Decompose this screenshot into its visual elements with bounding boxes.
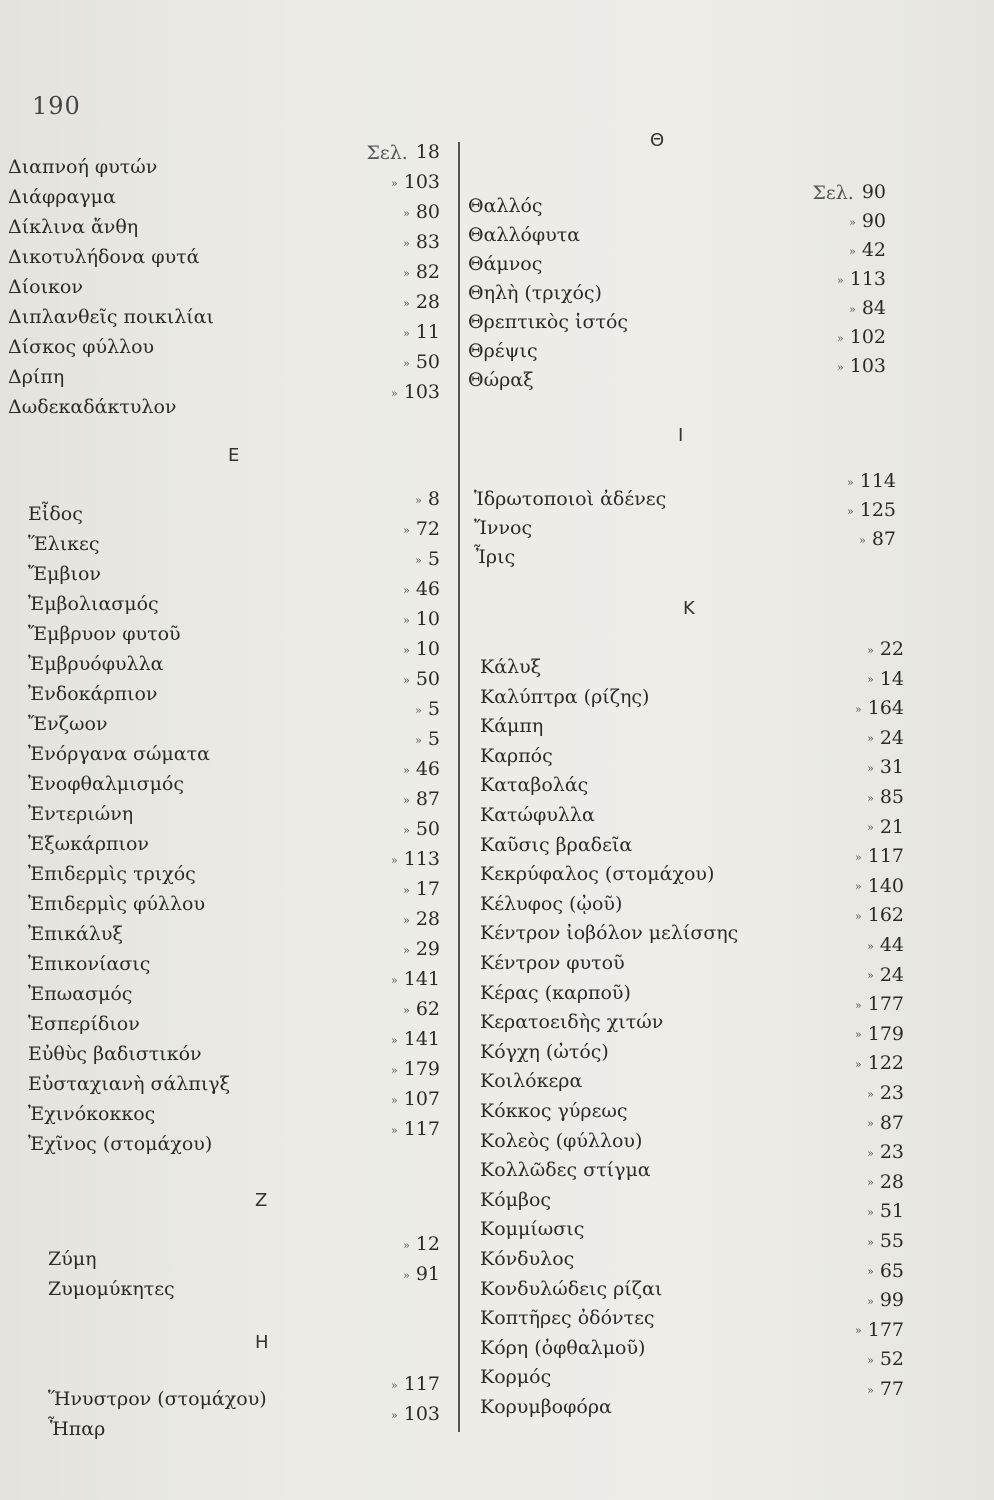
- index-entry: Θώραξ: [468, 369, 534, 391]
- page-number-value: 10: [415, 608, 440, 630]
- ditto-mark: »: [403, 356, 410, 370]
- page-reference: [867, 640, 904, 659]
- page-number: 190: [32, 92, 81, 120]
- page-reference: [415, 490, 440, 509]
- page-number-value: 114: [859, 470, 896, 492]
- ditto-mark: »: [391, 853, 398, 867]
- ditto-mark: »: [849, 215, 856, 229]
- index-entry: Ἱδρωτοποιοὶ ἀδένες: [474, 488, 667, 510]
- page-reference: [867, 963, 904, 986]
- ditto-mark: »: [855, 998, 862, 1012]
- page-reference: [403, 233, 440, 252]
- page-number-value: 107: [403, 1088, 440, 1110]
- index-entry: Ἐπικονίασις: [28, 953, 151, 975]
- index-entry: Ἥνυστρον (στομάχου): [48, 1388, 267, 1410]
- ditto-mark: »: [391, 386, 398, 400]
- page-number-value: 24: [879, 726, 904, 749]
- page-number-value: 103: [849, 355, 886, 377]
- page-reference: [847, 472, 896, 491]
- page-number-value: 5: [427, 728, 440, 750]
- index-entry: Ἐντεριώνη: [28, 803, 134, 825]
- index-entry: Κορυμβοφόρα: [480, 1396, 612, 1418]
- page-reference: [855, 1054, 904, 1073]
- page-reference: [391, 383, 440, 402]
- page-reference: [403, 580, 440, 599]
- ditto-mark: »: [855, 1324, 862, 1338]
- page-reference: [867, 1259, 904, 1282]
- ditto-mark: »: [403, 913, 410, 927]
- page-reference: [867, 788, 904, 807]
- page-reference: [867, 815, 904, 838]
- page-number-value: 31: [879, 756, 904, 779]
- page-reference: [867, 1143, 904, 1162]
- page-number-value: 140: [867, 874, 904, 897]
- ditto-mark: »: [391, 1063, 398, 1077]
- page-number-value: 17: [415, 878, 440, 900]
- page-reference: [403, 610, 440, 629]
- page-number-value: 179: [867, 1022, 904, 1045]
- page-reference: [415, 700, 440, 719]
- page-reference: [391, 1120, 440, 1139]
- index-entry: Ἐνδοκάρπιον: [28, 683, 158, 705]
- ditto-mark: »: [403, 523, 410, 537]
- ditto-mark: »: [415, 733, 422, 747]
- page-reference: [403, 880, 440, 899]
- page-number-value: 21: [879, 815, 904, 838]
- page-number-value: 28: [415, 291, 440, 313]
- page-reference: [391, 1375, 440, 1394]
- page-number-value: 65: [879, 1259, 904, 1282]
- ditto-mark: »: [867, 1117, 874, 1131]
- page-number-value: 117: [403, 1118, 440, 1140]
- ditto-mark: »: [867, 1353, 874, 1367]
- page-reference: [837, 357, 886, 376]
- page-number-value: 179: [403, 1058, 440, 1080]
- index-entry: Κόρη (ὀφθαλμοῦ): [480, 1336, 646, 1359]
- ditto-mark: »: [391, 1093, 398, 1107]
- page-number-value: 83: [415, 231, 440, 253]
- page-number-value: 44: [879, 934, 904, 956]
- ditto-mark: »: [403, 1268, 410, 1282]
- page-number-value: 91: [415, 1263, 440, 1285]
- page-reference: [855, 995, 904, 1014]
- section-letter-E: E: [228, 445, 240, 466]
- page-number-value: 10: [415, 638, 440, 660]
- index-entry: Ἐπιδερμὶς τριχός: [28, 863, 196, 885]
- page-number-value: 141: [403, 968, 440, 990]
- index-entry: Κόκκος γύρεως: [480, 1100, 628, 1122]
- ditto-mark: »: [867, 1383, 874, 1397]
- page-number-value: 90: [861, 181, 886, 203]
- ditto-mark: »: [867, 643, 874, 657]
- index-entry: Κόγχη (ὠτός): [480, 1040, 609, 1063]
- ditto-mark: »: [867, 821, 874, 835]
- page-number-value: 77: [879, 1378, 904, 1400]
- page-reference: [867, 1232, 904, 1251]
- index-entry: Ἔμβρυον φυτοῦ: [28, 623, 181, 645]
- page-reference: [867, 1202, 904, 1221]
- page-reference: [403, 1265, 440, 1284]
- index-entry: Δίσκος φύλλου: [8, 336, 155, 358]
- ditto-mark: »: [403, 883, 410, 897]
- ditto-mark: »: [403, 793, 410, 807]
- page-number-value: 113: [403, 848, 440, 870]
- page-reference: [403, 1235, 440, 1254]
- ditto-mark: »: [415, 553, 422, 567]
- page-reference: [855, 699, 904, 718]
- page-number-value: 122: [867, 1052, 904, 1075]
- page-number-value: 52: [879, 1348, 904, 1371]
- ditto-mark: »: [403, 266, 410, 280]
- index-entry: Ζύμη: [48, 1248, 97, 1270]
- ditto-mark: »: [855, 1028, 862, 1042]
- index-entry: Δρίπη: [8, 366, 65, 388]
- index-entry: Δίκλινα ἄνθη: [8, 216, 139, 238]
- page-number-value: 50: [415, 818, 440, 840]
- ditto-mark: »: [403, 296, 410, 310]
- page-number-value: 102: [849, 326, 886, 348]
- index-entry: Ἐνόργανα σώματα: [28, 743, 210, 765]
- section-letter-Z: Z: [255, 1190, 268, 1211]
- index-entry: Θαλλόφυτα: [468, 224, 581, 246]
- page-reference: [391, 850, 440, 869]
- ditto-mark: »: [391, 176, 398, 190]
- page-reference: [812, 183, 886, 203]
- index-entry: Δωδεκαδάκτυλον: [8, 396, 177, 418]
- ditto-mark: »: [837, 331, 844, 345]
- index-entry: Θαλλός: [468, 195, 543, 217]
- index-entry: Ἑσπερίδιον: [28, 1013, 140, 1035]
- page-number-value: 117: [403, 1373, 440, 1395]
- page-number-value: 99: [879, 1289, 904, 1312]
- ditto-mark: »: [403, 823, 410, 837]
- page-reference: [849, 212, 886, 231]
- page-number-value: 72: [415, 518, 440, 540]
- page-reference: [391, 1090, 440, 1109]
- index-entry: Ἐνοφθαλμισμός: [28, 773, 185, 795]
- page-number-value: 80: [415, 201, 440, 223]
- ditto-mark: »: [867, 791, 874, 805]
- sel-label: Σελ.: [366, 141, 408, 164]
- page-reference: [366, 143, 440, 163]
- page-reference: [855, 906, 904, 925]
- page-number-value: 18: [415, 141, 440, 163]
- page-reference: [403, 293, 440, 312]
- sel-label: Σελ.: [812, 181, 854, 204]
- page-number-value: 113: [849, 268, 886, 290]
- ditto-mark: »: [403, 943, 410, 957]
- page-number-value: 24: [879, 963, 904, 986]
- page-number-value: 42: [861, 239, 886, 261]
- page-reference: [837, 270, 886, 289]
- page-reference: [391, 1405, 440, 1424]
- page-number-value: 87: [871, 528, 896, 550]
- index-entry: Ἔμβιον: [28, 563, 101, 585]
- index-entry: Θηλὴ (τριχός): [468, 282, 602, 304]
- ditto-mark: »: [391, 973, 398, 987]
- ditto-mark: »: [415, 493, 422, 507]
- page-reference: [855, 874, 904, 897]
- page-reference: [867, 1111, 904, 1134]
- ditto-mark: »: [403, 1238, 410, 1252]
- page-number-value: 55: [879, 1230, 904, 1252]
- page-reference: [403, 520, 440, 539]
- page-reference: [403, 790, 440, 809]
- page-reference: [859, 530, 896, 549]
- page-reference: [403, 820, 440, 839]
- ditto-mark: »: [403, 613, 410, 627]
- ditto-mark: »: [391, 1378, 398, 1392]
- ditto-mark: »: [855, 880, 862, 894]
- index-entry: Κέλυφος (ᾠοῦ): [480, 892, 623, 915]
- page-number-value: 14: [879, 667, 904, 690]
- index-entry: Ἐμβρυόφυλλα: [28, 653, 164, 675]
- ditto-mark: »: [855, 909, 862, 923]
- page-number-value: 125: [859, 499, 896, 521]
- index-entry: Κοιλόκερα: [480, 1070, 583, 1093]
- page-number-value: 103: [403, 381, 440, 403]
- page-reference: [403, 203, 440, 222]
- page-number-value: 29: [415, 938, 440, 960]
- ditto-mark: »: [855, 1057, 862, 1071]
- page-reference: [867, 936, 904, 955]
- ditto-mark: »: [855, 850, 862, 864]
- index-entry: Θρεπτικὸς ἱστός: [468, 311, 629, 333]
- index-entry: Ἐχινόκοκκος: [28, 1103, 156, 1125]
- page-reference: [403, 760, 440, 779]
- index-entry: Καρπός: [480, 744, 553, 767]
- page-reference: [391, 173, 440, 192]
- page-number-value: 46: [415, 758, 440, 780]
- section-letter-I: I: [678, 425, 684, 446]
- page-reference: [867, 758, 904, 777]
- ditto-mark: »: [837, 360, 844, 374]
- page-number-value: 164: [867, 697, 904, 720]
- ditto-mark: »: [859, 533, 866, 547]
- page-number-value: 177: [867, 1318, 904, 1341]
- index-entry: Δίοικον: [8, 276, 83, 298]
- page-number-value: 177: [867, 993, 904, 1016]
- index-entry: Θρέψις: [468, 340, 538, 362]
- index-entry: Δικοτυλήδονα φυτά: [8, 246, 200, 268]
- ditto-mark: »: [403, 673, 410, 687]
- ditto-mark: »: [867, 732, 874, 746]
- index-entry: Ἧπαρ: [48, 1418, 106, 1440]
- page-reference: [867, 1380, 904, 1399]
- index-entry: Ζυμομύκητες: [48, 1278, 175, 1300]
- page-reference: [867, 1084, 904, 1103]
- index-entry: Κολεὸς (φύλλου): [480, 1129, 643, 1152]
- index-entry: Εὐθὺς βαδιστικόν: [28, 1043, 202, 1065]
- index-entry: Καῦσις βραδεῖα: [480, 833, 633, 856]
- page-number-value: 85: [879, 786, 904, 808]
- page-reference: [403, 323, 440, 342]
- index-entry: Ἔνζωον: [28, 713, 108, 735]
- page-number-value: 46: [415, 578, 440, 600]
- index-entry: Ἐμβολιασμός: [28, 593, 159, 615]
- page-number-value: 11: [415, 321, 440, 343]
- page-number-value: 12: [415, 1233, 440, 1255]
- page-reference: [849, 241, 886, 260]
- index-entry: Ἐχῖνος (στομάχου): [28, 1133, 213, 1155]
- ditto-mark: »: [849, 302, 856, 316]
- page-number-value: 103: [403, 171, 440, 193]
- index-entry: Κομμίωσις: [480, 1218, 585, 1241]
- index-entry: Κέντρον ἰοβόλον μελίσσης: [480, 922, 739, 945]
- index-entry: Διάφραγμα: [8, 186, 116, 208]
- page-number-value: 22: [879, 638, 904, 660]
- ditto-mark: »: [867, 969, 874, 983]
- page-number-value: 62: [415, 998, 440, 1020]
- page-number-value: 117: [867, 845, 904, 868]
- ditto-mark: »: [867, 1265, 874, 1279]
- page-number-value: 84: [861, 297, 886, 319]
- ditto-mark: »: [403, 763, 410, 777]
- ditto-mark: »: [391, 1123, 398, 1137]
- page-number-value: 28: [879, 1170, 904, 1193]
- page-reference: [403, 940, 440, 959]
- section-letter-K: K: [683, 598, 695, 619]
- ditto-mark: »: [391, 1033, 398, 1047]
- page-number-value: 82: [415, 261, 440, 283]
- section-letter-H: H: [255, 1332, 269, 1353]
- ditto-mark: »: [403, 1003, 410, 1017]
- ditto-mark: »: [403, 236, 410, 250]
- ditto-mark: »: [415, 703, 422, 717]
- index-entry: Εὐσταχιανὴ σάλπιγξ: [28, 1073, 231, 1095]
- index-entry: Κόμβος: [480, 1188, 552, 1211]
- ditto-mark: »: [867, 1146, 874, 1160]
- page-number-value: 5: [427, 698, 440, 720]
- index-entry: Κονδυλώδεις ρίζαι: [480, 1277, 663, 1300]
- page-number-value: 51: [879, 1200, 904, 1223]
- ditto-mark: »: [849, 244, 856, 258]
- page-number-value: 23: [879, 1082, 904, 1104]
- page-reference: [867, 726, 904, 749]
- index-entry: Εἶδος: [28, 503, 83, 525]
- page-reference: [855, 847, 904, 866]
- page-number-value: 162: [867, 904, 904, 927]
- page-reference: [415, 730, 440, 749]
- page-reference: [847, 501, 896, 520]
- index-entry: Κέντρον φυτοῦ: [480, 952, 625, 974]
- page-reference: [415, 550, 440, 569]
- ditto-mark: »: [847, 475, 854, 489]
- ditto-mark: »: [403, 326, 410, 340]
- ditto-mark: »: [867, 761, 874, 775]
- page-reference: [403, 910, 440, 929]
- index-entry: Ἐπικάλυξ: [28, 923, 123, 945]
- page-number-value: 141: [403, 1028, 440, 1050]
- page-number-value: 28: [415, 908, 440, 930]
- page-number-value: 50: [415, 351, 440, 373]
- page-reference: [391, 970, 440, 989]
- index-entry: Κέρας (καρποῦ): [480, 981, 631, 1004]
- page-reference: [867, 1291, 904, 1310]
- ditto-mark: »: [847, 504, 854, 518]
- index-entry: Διαπνοή φυτών: [8, 156, 158, 178]
- page-number-value: 103: [403, 1403, 440, 1425]
- ditto-mark: »: [867, 1294, 874, 1308]
- index-entry: Ἐπιδερμὶς φύλλου: [28, 893, 206, 915]
- page-reference: [867, 1170, 904, 1193]
- page-number-value: 90: [861, 210, 886, 232]
- index-entry: Ἴννος: [474, 517, 533, 539]
- index-entry: Κολλῶδες στίγμα: [480, 1159, 651, 1182]
- page-number-value: 50: [415, 668, 440, 690]
- ditto-mark: »: [867, 673, 874, 687]
- ditto-mark: »: [867, 1235, 874, 1249]
- index-entry: Ἕλικες: [28, 533, 100, 555]
- page-reference: [391, 1030, 440, 1049]
- column-divider: [458, 142, 460, 1432]
- page-reference: [403, 263, 440, 282]
- page-reference: [837, 328, 886, 347]
- index-entry: Κερατοειδὴς χιτών: [480, 1011, 664, 1034]
- index-entry: Καλύπτρα (ρίζης): [480, 685, 650, 708]
- page-reference: [403, 1000, 440, 1019]
- index-entry: Κοπτῆρες ὀδόντες: [480, 1307, 655, 1330]
- index-entry: Θάμνος: [468, 253, 543, 275]
- page-number-value: 8: [427, 488, 440, 510]
- index-entry: Διπλανθεῖς ποικιλίαι: [8, 306, 214, 328]
- section-letter-theta: Θ: [650, 130, 665, 151]
- page-reference: [391, 1060, 440, 1079]
- page-reference: [867, 1350, 904, 1369]
- page-reference: [867, 667, 904, 690]
- ditto-mark: »: [867, 939, 874, 953]
- index-entry: Κάμπη: [480, 715, 544, 738]
- page-reference: [855, 1022, 904, 1045]
- page-reference: [855, 1318, 904, 1341]
- index-entry: Καταβολάς: [480, 774, 589, 797]
- ditto-mark: »: [867, 1087, 874, 1101]
- ditto-mark: »: [403, 206, 410, 220]
- page-reference: [403, 640, 440, 659]
- ditto-mark: »: [867, 1176, 874, 1190]
- page-number-value: 87: [415, 788, 440, 810]
- ditto-mark: »: [391, 1408, 398, 1422]
- index-entry: Ἐξωκάρπιον: [28, 833, 149, 855]
- page-reference: [849, 299, 886, 318]
- page-reference: [403, 353, 440, 372]
- ditto-mark: »: [837, 273, 844, 287]
- ditto-mark: »: [403, 643, 410, 657]
- index-entry: Κάλυξ: [480, 656, 542, 678]
- ditto-mark: »: [403, 583, 410, 597]
- index-entry: Ἐπωασμός: [28, 983, 133, 1005]
- ditto-mark: »: [867, 1205, 874, 1219]
- index-entry: Ἶρις: [474, 546, 516, 568]
- index-entry: Κορμός: [480, 1366, 552, 1389]
- page-reference: [403, 670, 440, 689]
- ditto-mark: »: [855, 702, 862, 716]
- page-number-value: 5: [427, 548, 440, 570]
- index-entry: Κεκρύφαλος (στομάχου): [480, 863, 715, 886]
- index-entry: Κόνδυλος: [480, 1248, 575, 1270]
- page-number-value: 23: [879, 1141, 904, 1164]
- page-number-value: 87: [879, 1111, 904, 1134]
- index-entry: Κατώφυλλα: [480, 804, 595, 826]
